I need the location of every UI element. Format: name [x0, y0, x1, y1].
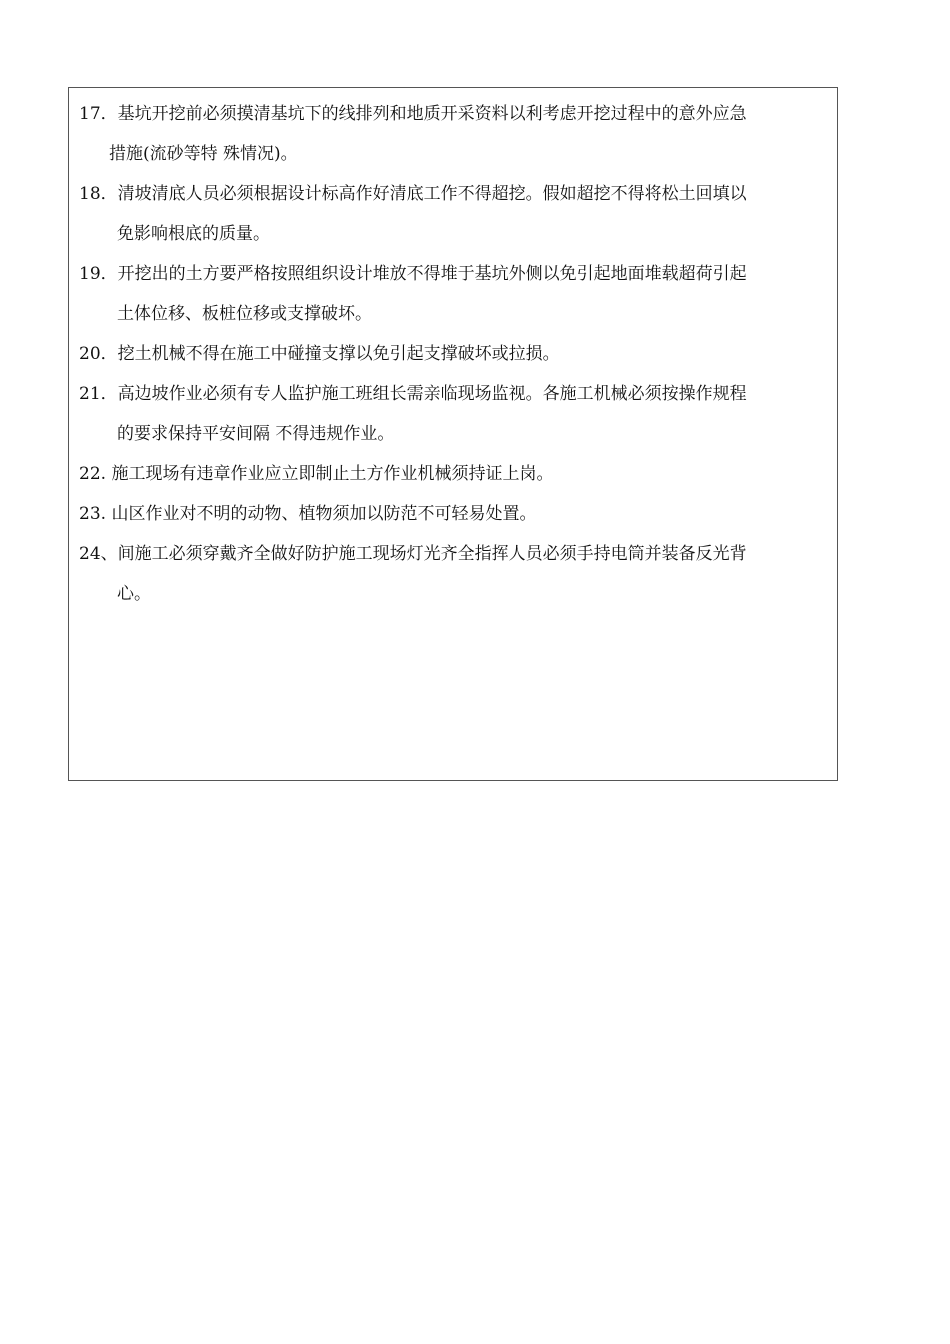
list-item-line: 17．基坑开挖前必须摸清基坑下的线排列和地质开采资料以利考虑开挖过程中的意外应急: [79, 104, 747, 124]
list-item: [79, 334, 834, 374]
list-item-line: 22. 施工现场有违章作业应立即制止土方作业机械须持证上岗。: [79, 464, 554, 484]
list-item: [79, 534, 834, 614]
list-item: [79, 254, 834, 334]
list-item: [79, 454, 834, 494]
document-box: [68, 87, 838, 781]
list-item-continuation: 措施(流砂等特 殊情况)。: [109, 144, 298, 164]
list-item-line: 18．清坡清底人员必须根据设计标高作好清底工作不得超挖。假如超挖不得将松土回填以: [79, 184, 747, 204]
list-item-continuation: 的要求保持平安间隔 不得违规作业。: [117, 424, 395, 444]
list-item-line: 24、间施工必须穿戴齐全做好防护施工现场灯光齐全指挥人员必须手持电筒并装备反光背: [79, 544, 747, 564]
list-item-continuation: 免影响根底的质量。: [117, 224, 270, 244]
list-item-line: 20．挖土机械不得在施工中碰撞支撑以免引起支撑破坏或拉损。: [79, 344, 560, 364]
list-item-line: 19．开挖出的土方要严格按照组织设计堆放不得堆于基坑外侧以免引起地面堆载超荷引起: [79, 264, 747, 284]
list-item-continuation: 心。: [117, 584, 151, 604]
list-item-line: 23. 山区作业对不明的动物、植物须加以防范不可轻易处置。: [79, 504, 537, 524]
list-item-continuation: 土体位移、板桩位移或支撑破坏。: [117, 304, 372, 324]
list-item: [79, 174, 834, 254]
list-item: [79, 374, 834, 454]
list-item: [79, 494, 834, 534]
list-item: [79, 94, 834, 174]
list-item-line: 21．高边坡作业必须有专人监护施工班组长需亲临现场监视。各施工机械必须按操作规程: [79, 384, 747, 404]
